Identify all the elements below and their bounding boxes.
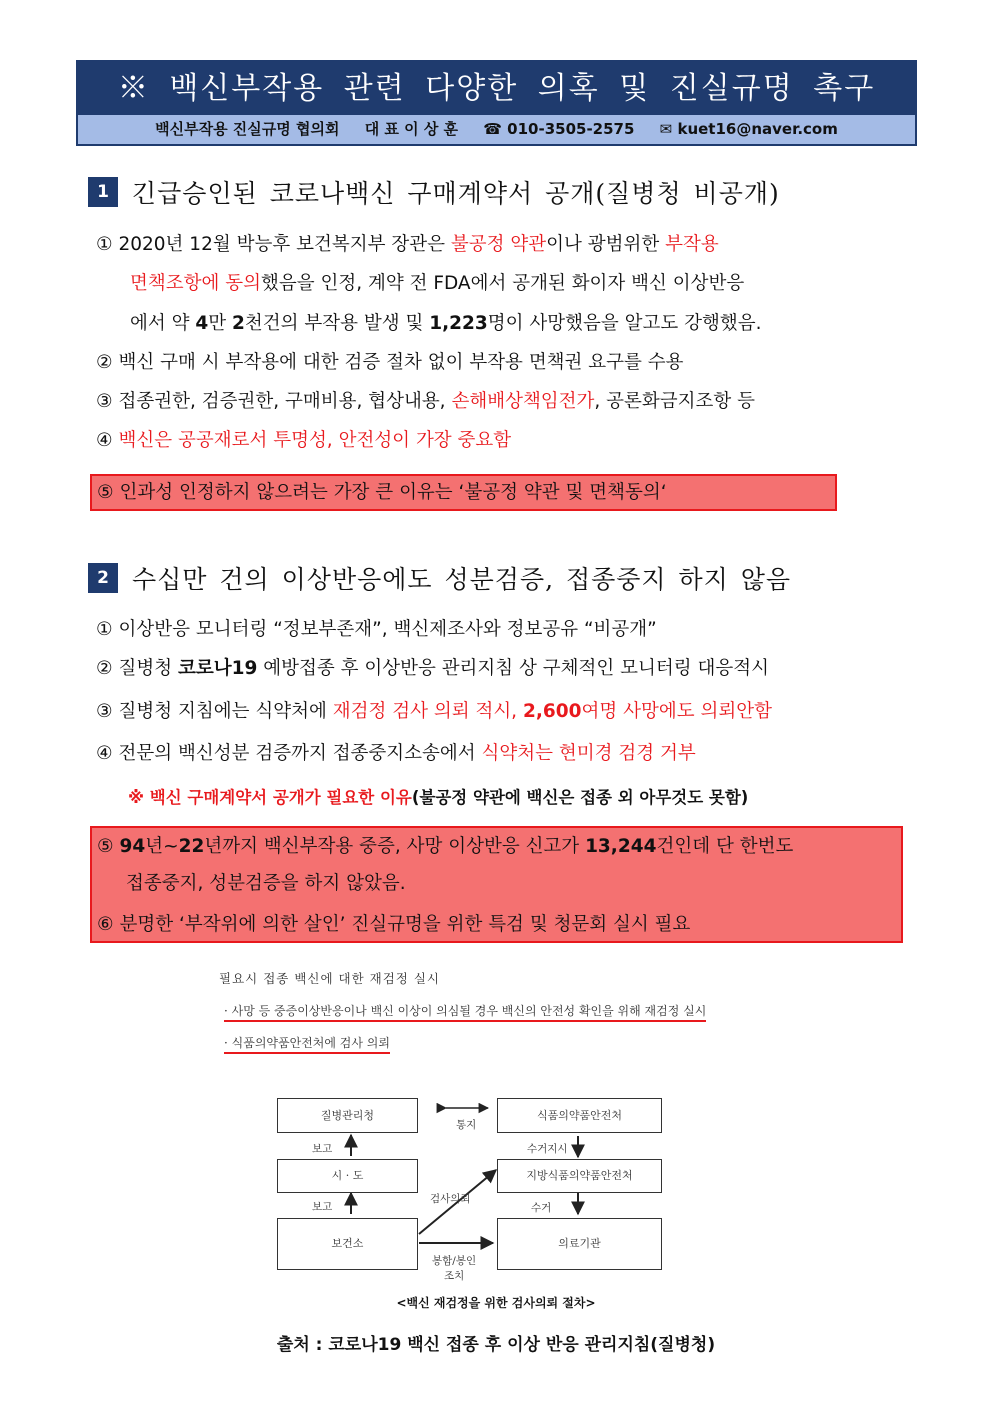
label-notify: 통지 bbox=[456, 1119, 477, 1131]
label-seal-1: 봉함/봉인 bbox=[432, 1255, 477, 1267]
s2-item4: ④ 전문의 백신성분 검증까지 접종중지소송에서 식약처는 현미경 검경 거부 bbox=[96, 743, 696, 764]
box-sido: 시 · 도 bbox=[277, 1159, 418, 1193]
box-medical-institution: 의료기관 bbox=[497, 1218, 662, 1270]
label-test-request: 검사의뢰 bbox=[430, 1193, 471, 1205]
org-name: 백신부작용 진실규명 협의회 bbox=[155, 120, 340, 138]
figure-bullet-1: · 사망 등 중증이상반응이나 백신 이상이 의심될 경우 백신의 안전성 확인을 위해 재검정 실시 bbox=[224, 1002, 706, 1019]
s1-item3: ③ 접종권한, 검증권한, 구매비용, 협상내용, 손해배상책임전가, 공론화금지조항 등 bbox=[96, 391, 756, 412]
label-report-2: 보고 bbox=[312, 1201, 333, 1213]
s2-item2: ② 질병청 코로나19 예방접종 후 이상반응 관리지침 상 구체적인 모니터링 대응적시 bbox=[96, 658, 770, 679]
s1-item1-line3: 에서 약 4만 2천건의 부작용 발생 및 1,223명이 사망했음을 알고도 강행했음. bbox=[130, 313, 762, 334]
s1-item4: ④ 백신은 공공재로서 투명성, 안전성이 가장 중요함 bbox=[96, 430, 512, 451]
s2-note: ※ 백신 구매계약서 공개가 필요한 이유(불공정 약관에 백신은 접종 외 아무것도 못함) bbox=[128, 788, 749, 807]
s2-item1: ① 이상반응 모니터링 “정보부존재”, 백신제조사와 정보공유 “비공개” bbox=[96, 619, 657, 640]
s2-item3: ③ 질병청 지침에는 식약처에 재검정 검사 의뢰 적시, 2,600여명 사망에도 의뢰안함 bbox=[96, 701, 772, 722]
phone-number: ☎ 010-3505-2575 bbox=[483, 120, 635, 138]
label-report-1: 보고 bbox=[312, 1143, 333, 1155]
representative: 대 표 이 상 훈 bbox=[364, 120, 459, 138]
figure-heading: 필요시 접종 백신에 대한 재검정 실시 bbox=[219, 971, 440, 986]
email-address: ✉ kuet16@naver.com bbox=[659, 120, 838, 138]
label-collect: 수거 bbox=[531, 1202, 552, 1214]
document-title: ※ 백신부작용 관련 다양한 의혹 및 진실규명 촉구 bbox=[78, 62, 915, 115]
section-2-title: 수십만 건의 이상반응에도 성분검증, 접종중지 하지 않음 bbox=[132, 565, 792, 594]
section-1-number: 1 bbox=[88, 177, 118, 207]
s2-item5-line1: ⑤ 94년~22년까지 백신부작용 중증, 사망 이상반응 신고가 13,244건인데 단 한번도 bbox=[97, 836, 794, 857]
label-collect-instruct: 수거지시 bbox=[527, 1143, 568, 1155]
s1-item2: ② 백신 구매 시 부작용에 대한 검증 절차 없이 부작용 면책권 요구를 수용 bbox=[96, 352, 684, 373]
box-kdca: 질병관리청 bbox=[277, 1098, 418, 1133]
figure-bullet-2: · 식품의약품안전처에 검사 의뢰 bbox=[224, 1034, 390, 1051]
s1-item1-line2: 면책조항에 동의했음을 인정, 계약 전 FDA에서 공개된 화이자 백신 이상반응 bbox=[130, 273, 745, 294]
source-citation: 출처 : 코로나19 백신 접종 후 이상 반응 관리지침(질병청) bbox=[276, 1335, 716, 1355]
box-regional-mfds: 지방식품의약품안전처 bbox=[497, 1159, 662, 1193]
label-seal-2: 조치 bbox=[444, 1270, 465, 1282]
s2-item5-line2: 접종중지, 성분검증을 하지 않았음. bbox=[126, 873, 406, 894]
s2-item6: ⑥ 분명한 ‘부작위에 의한 살인’ 진실규명을 위한 특검 및 청문회 실시 필요 bbox=[97, 914, 691, 935]
figure-caption: <백신 재검정을 위한 검사의뢰 절차> bbox=[396, 1296, 596, 1310]
box-mfds: 식품의약품안전처 bbox=[497, 1098, 662, 1133]
section-2-number: 2 bbox=[88, 563, 118, 593]
section-1-title: 긴급승인된 코로나백신 구매계약서 공개(질병청 비공개) bbox=[132, 179, 780, 208]
s1-item5: ⑤ 인과성 인정하지 않으려는 가장 큰 이유는 ‘불공정 약관 및 면책동의‘ bbox=[97, 482, 667, 503]
s1-item1-line1: ① 2020년 12월 박능후 보건복지부 장관은 불공정 약관이나 광범위한 부작용 bbox=[96, 234, 719, 255]
box-health-center: 보건소 bbox=[277, 1218, 418, 1270]
